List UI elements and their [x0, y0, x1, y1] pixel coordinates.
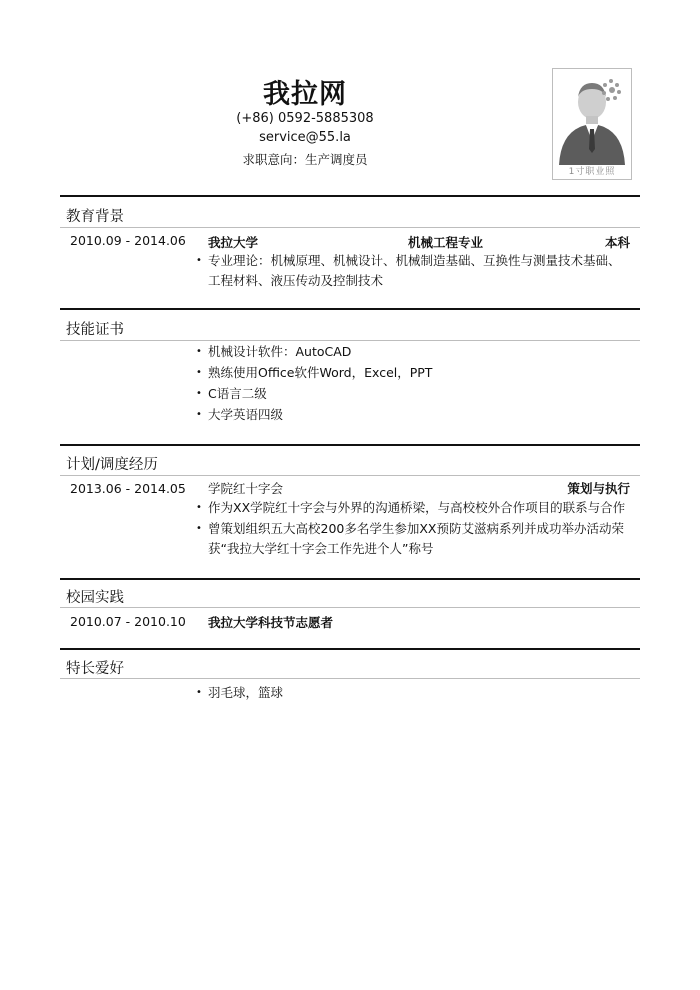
list-item	[196, 519, 632, 559]
list-item-text: 羽毛球，篮球	[208, 685, 284, 700]
plan-date: 2013.06 - 2014.05	[70, 481, 186, 496]
bullet-icon: •	[196, 409, 202, 420]
list-item	[196, 251, 632, 291]
section-underline	[60, 227, 640, 228]
plan-role: 策划与执行	[567, 481, 630, 496]
resume-header	[0, 0, 700, 190]
education-school: 我拉大学	[208, 235, 259, 250]
section-divider	[60, 308, 640, 310]
list-item-text: 曾策划组织五大高校200多名学生参加XX预防艾滋病系列并成功举办活动荣获“我拉大学红十字会工作先进个人”称号	[208, 521, 624, 556]
list-item-text: 机械设计软件：AutoCAD	[208, 344, 352, 359]
bullet-icon: •	[196, 388, 202, 399]
list-item	[196, 363, 632, 383]
section-title-skills: 技能证书	[66, 322, 124, 338]
section-title-hobby: 特长爱好	[66, 661, 124, 677]
list-item	[196, 405, 632, 425]
person-silhouette-icon	[553, 69, 631, 179]
list-item-text: 作为XX学院红十字会与外界的沟通桥梁，与高校校外合作项目的联系与合作	[208, 500, 626, 515]
job-intent: 求职意向：生产调度员	[242, 152, 368, 167]
education-date: 2010.09 - 2014.06	[70, 233, 186, 248]
section-underline	[60, 475, 640, 476]
bullet-icon: •	[196, 367, 202, 378]
section-title-plan: 计划/调度经历	[66, 457, 158, 473]
list-item	[196, 342, 632, 362]
section-divider	[60, 648, 640, 650]
candidate-name: 我拉网	[263, 79, 347, 110]
list-item-text: 专业理论：机械原理、机械设计、机械制造基础、互换性与测量技术基础、工程材料、液压传动及控制技术	[208, 253, 621, 288]
education-major: 机械工程专业	[408, 235, 484, 250]
campus-organization: 我拉大学科技节志愿者	[208, 615, 334, 630]
section-divider	[60, 195, 640, 197]
section-underline	[60, 340, 640, 341]
section-underline	[60, 607, 640, 608]
bullet-icon: •	[196, 687, 202, 698]
plan-organization: 学院红十字会	[208, 481, 284, 496]
list-item-text: 熟练使用Office软件Word，Excel，PPT	[208, 365, 433, 380]
list-item	[196, 498, 632, 518]
section-divider	[60, 444, 640, 446]
campus-date: 2010.07 - 2010.10	[70, 614, 186, 629]
bullet-icon: •	[196, 523, 202, 534]
list-item-text: C语言二级	[208, 386, 267, 401]
email-address: service@55.la	[259, 130, 351, 145]
section-title-education: 教育背景	[66, 209, 124, 225]
section-divider	[60, 578, 640, 580]
profile-photo	[552, 68, 632, 180]
section-title-campus: 校园实践	[66, 590, 124, 606]
list-item-text: 大学英语四级	[208, 407, 284, 422]
bullet-icon: •	[196, 502, 202, 513]
education-degree: 本科	[604, 235, 630, 250]
section-underline	[60, 678, 640, 679]
phone-number: (+86) 0592-5885308	[236, 111, 374, 126]
bullet-icon: •	[196, 346, 202, 357]
list-item	[196, 683, 632, 703]
bullet-icon: •	[196, 255, 202, 266]
photo-caption: 1寸职业照	[568, 167, 616, 177]
list-item	[196, 384, 632, 404]
